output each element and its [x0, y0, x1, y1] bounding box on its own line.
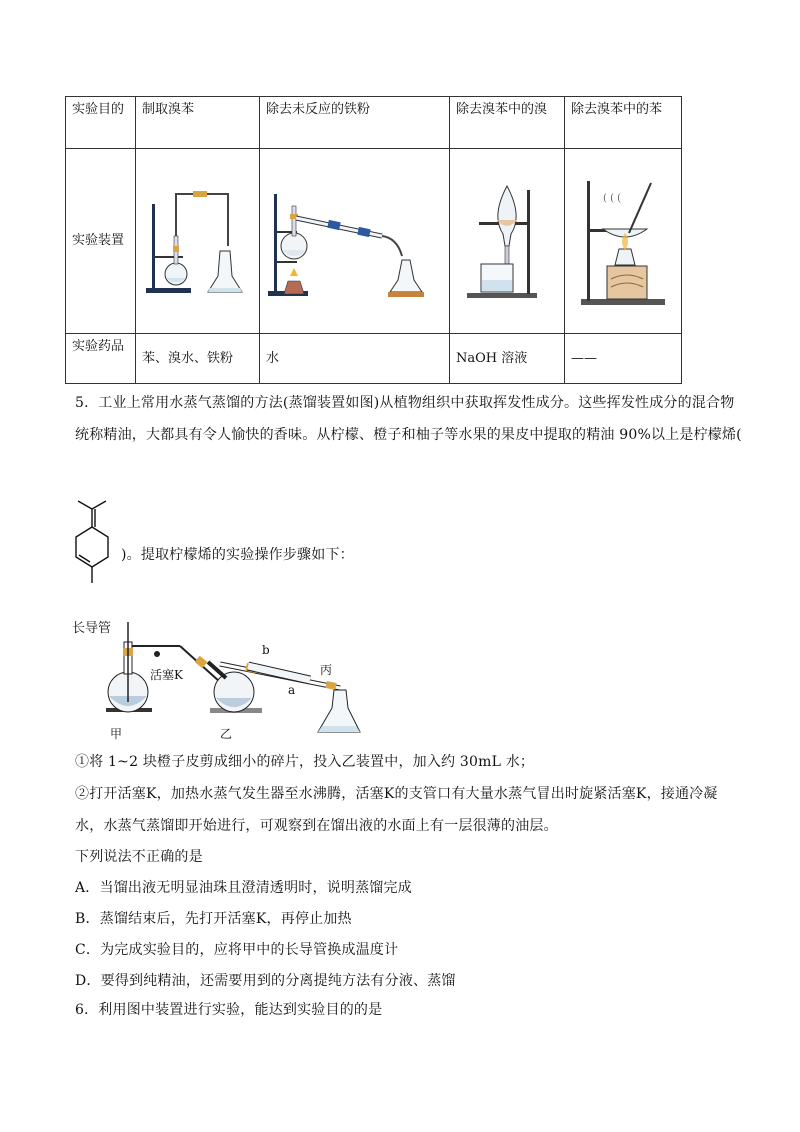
q5-prompt: 下列说法不正确的是: [75, 849, 203, 865]
label-jia: 甲: [110, 727, 123, 741]
purpose-cell: 除去溴苯中的苯: [565, 97, 682, 149]
purpose-cell: 制取溴苯: [136, 97, 260, 149]
q5-option-c: C．为完成实验目的，应将甲中的长导管换成温度计: [75, 942, 399, 958]
label-long-tube: 长导管: [72, 621, 112, 636]
table-row-purpose: [66, 97, 682, 149]
q6-text: 6．利用图中装置进行实验，能达到实验目的的是: [75, 1002, 383, 1018]
apparatus-remove-iron: [260, 149, 450, 334]
purpose-cell: 除去未反应的铁粉: [260, 97, 450, 149]
reagent-cell: 苯、溴水、铁粉: [136, 334, 260, 384]
apparatus-remove-benzene: [565, 149, 682, 334]
apparatus-prepare-bromobenzene: [136, 149, 260, 334]
q5-option-a: A．当馏出液无明显油珠且澄清透明时，说明蒸馏完成: [75, 880, 412, 896]
table-row-reagents: [66, 334, 682, 384]
label-bing: 丙: [320, 663, 333, 677]
reagent-cell: 水: [260, 334, 450, 384]
row-header-purpose: 实验目的: [66, 97, 136, 149]
label-stopcock: 活塞K: [150, 668, 183, 682]
reagent-cell: NaOH 溶液: [450, 334, 565, 384]
label-yi: 乙: [220, 727, 233, 741]
purpose-cell: 除去溴苯中的溴: [450, 97, 565, 149]
reagent-cell: ——: [565, 334, 682, 384]
q5-option-b: B．蒸馏结束后，先打开活塞K，再停止加热: [75, 911, 352, 927]
apparatus-4-drawing: [573, 171, 673, 311]
steam-distillation-apparatus: [70, 612, 370, 742]
label-b: b: [262, 643, 270, 657]
q5-step2-line1: ②打开活塞K，加热水蒸气发生器至水沸腾，活塞K的支管口有大量水蒸气冒出时旋紧活塞K，接通冷凝: [75, 786, 718, 802]
q5-line2: 统称精油，大都具有令人愉快的香味。从柠檬、橙子和柚子等水果的果皮中提取的精油 90%以上是柠檬烯(: [75, 427, 742, 443]
q5-step1: ①将 1~2 块橙子皮剪成细小的碎片，投入乙装置中，加入约 30mL 水；: [75, 754, 535, 770]
row-header-reagents: 实验药品: [66, 334, 136, 384]
table-row-apparatus: [66, 149, 682, 334]
row-header-apparatus: 实验装置: [66, 149, 136, 334]
svg-text:( ( (: ( ( (: [603, 193, 622, 204]
apparatus-2-drawing: [262, 176, 448, 306]
q5-step2-line2: 水，水蒸气蒸馏即开始进行，可观察到在馏出液的水面上有一层很薄的油层。: [75, 818, 558, 834]
apparatus-3-drawing: [457, 176, 557, 306]
apparatus-1-drawing: [138, 176, 258, 306]
apparatus-remove-bromine: [450, 149, 565, 334]
q5-line1: 5．工业上常用水蒸气蒸馏的方法(蒸馏装置如图)从植物组织中获取挥发性成分。这些挥发性成分的混合物: [75, 395, 735, 411]
q5-after-molecule: )。提取柠檬烯的实验操作步骤如下：: [121, 547, 354, 563]
limonene-structure: [68, 495, 128, 590]
experiment-table: [65, 96, 682, 384]
q5-option-d: D．要得到纯精油，还需要用到的分离提纯方法有分液、蒸馏: [75, 973, 456, 989]
label-a: a: [288, 683, 296, 697]
